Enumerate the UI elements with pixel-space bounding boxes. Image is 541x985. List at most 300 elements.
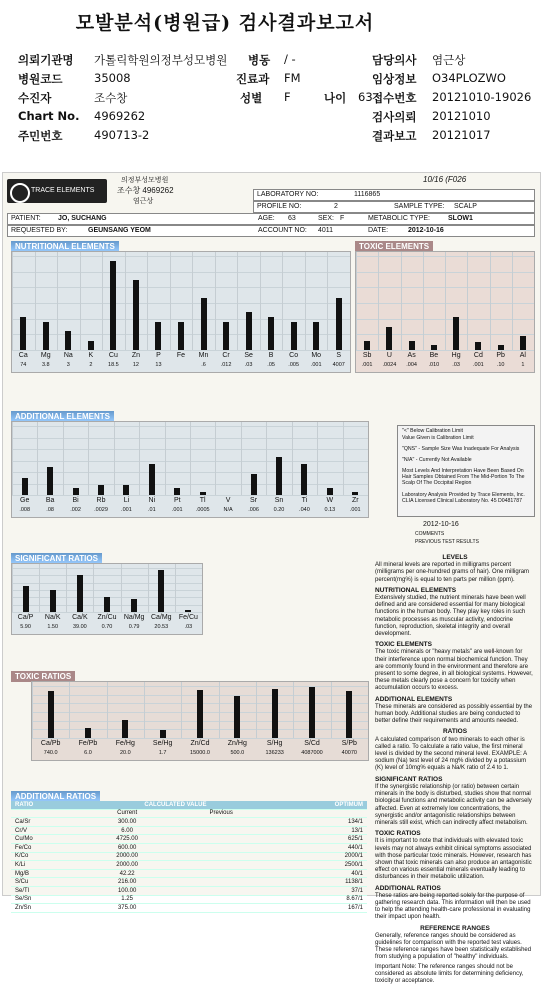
table-cell	[173, 852, 270, 861]
column-separator	[356, 252, 357, 350]
category-label: B	[268, 352, 274, 359]
category-label: Na/K	[44, 614, 61, 621]
value-label: 740.0	[43, 750, 58, 756]
bar-as	[409, 341, 415, 350]
category-label: Sb	[362, 352, 372, 359]
bar-na-k	[50, 590, 56, 612]
note-text: The toxic minerals or "heavy metals" are well-known for their interference upon normal biochemical function. They are commonly found in the environment and therefore are present to some degree, in all biological systems. However, these metals clearly pose a concern for toxicity when accumulation occurs to excess.	[375, 649, 533, 692]
table-row	[11, 843, 367, 852]
column-separator	[57, 252, 58, 350]
value-label: .10	[496, 362, 505, 368]
sub-current: Current	[81, 809, 173, 818]
grid-line	[32, 738, 368, 739]
note-text: All mineral levels are reported in milligrams percent (milligrams per one-hundred grams of hair). One milligram percent(mg%) is equal to ten parts per million (ppm).	[375, 562, 530, 583]
value-institution: 가톨릭학원의정부성모병원	[94, 53, 228, 67]
header-ratio: RATIO	[11, 801, 81, 809]
value-clinical-info: O34PLOZWO	[432, 71, 506, 85]
category-label: Zn	[131, 352, 140, 359]
sex-label: SEX:	[318, 215, 334, 222]
column-separator	[170, 252, 171, 350]
value-label: .001	[349, 507, 361, 513]
table-header-row	[11, 801, 367, 809]
bar-ca-p	[23, 586, 29, 612]
table-row	[11, 895, 367, 904]
note-heading: ADDITIONAL ELEMENTS	[375, 695, 453, 703]
category-label: Fe/Hg	[115, 740, 135, 747]
sample-label: SAMPLE TYPE:	[394, 203, 445, 210]
column-separator	[237, 252, 238, 350]
lab-logo-icon	[10, 183, 30, 203]
table-cell	[173, 843, 270, 852]
table-cell	[173, 861, 270, 870]
value-hospital-code: 35008	[94, 71, 131, 85]
category-label: Be	[429, 352, 439, 359]
grid-line	[12, 612, 202, 613]
patient-box	[7, 213, 535, 225]
label-report-date: 결과보고	[372, 129, 417, 143]
table-cell: 6.00	[81, 826, 173, 835]
value-label: 39.00	[72, 624, 87, 630]
bar-be	[431, 345, 437, 350]
lab-logo-text: TRACE ELEMENTS	[31, 187, 95, 194]
category-label: Bi	[72, 497, 79, 504]
note-heading: NUTRITIONAL ELEMENTS	[375, 586, 457, 594]
section-additional: ADDITIONAL ELEMENTS	[11, 411, 114, 422]
bar-ca-mg	[158, 570, 164, 612]
column-separator	[121, 564, 122, 612]
bar-ca-pb	[48, 691, 54, 738]
bar-cu	[110, 261, 116, 350]
category-label: U	[386, 352, 392, 359]
bar-ni	[149, 464, 155, 495]
legend-line: "N/A" - Currently Not Available	[402, 457, 472, 463]
doctor-stamp: 염근상	[133, 198, 154, 205]
grid-line	[12, 350, 350, 351]
report-date-stamp: 2012-10-16	[423, 521, 459, 528]
bar-ti	[301, 464, 307, 495]
column-separator	[401, 252, 402, 350]
category-label: S/Pb	[341, 740, 357, 747]
bar-bi	[73, 488, 79, 495]
column-separator	[327, 252, 328, 350]
table-cell: Se/Tl	[11, 886, 81, 895]
requested-value: GEUNSANG YEOM	[88, 227, 151, 234]
bar-se	[246, 312, 252, 350]
bar-sr	[251, 474, 257, 495]
bar-ca	[20, 317, 26, 350]
label-sex: 성별	[240, 91, 263, 105]
category-label: Mo	[311, 352, 322, 359]
additional-chart	[11, 421, 369, 518]
value-label: 20.0	[119, 750, 131, 756]
table-row	[11, 835, 367, 844]
value-age: 63	[358, 90, 373, 104]
column-separator	[293, 682, 294, 738]
lab-no-label: LABORATORY NO:	[257, 191, 319, 198]
requested-box	[7, 225, 535, 237]
metabolic-value: SLOW1	[448, 215, 473, 222]
note-text: Extensively studied, the nutrient minerals have been well defined and are considered essential for many biological functions in the human body. They play key roles in such metabolic processes as muscular activity, endocrine function, reproduction, skeletal integrity and overall development.	[375, 595, 526, 638]
grid-line	[12, 590, 202, 591]
value-label: 136233	[265, 750, 284, 756]
table-cell: 100.00	[81, 886, 173, 895]
column-separator	[445, 252, 446, 350]
bar-sb	[364, 341, 370, 350]
column-separator	[63, 422, 64, 495]
table-cell: 40/1	[269, 869, 367, 878]
category-label: K	[88, 352, 94, 359]
value-label: .012	[220, 362, 232, 368]
category-label: Fe	[176, 352, 186, 359]
bar-fe	[178, 322, 184, 350]
bar-zn	[133, 280, 139, 351]
category-label: Zn/Cd	[190, 740, 210, 747]
column-separator	[12, 564, 13, 612]
sample-value: SCALP	[454, 203, 477, 210]
category-label: Zr	[351, 497, 359, 504]
bar-tl	[200, 492, 206, 495]
category-label: Hg	[451, 352, 461, 359]
category-label: Ni	[148, 497, 156, 504]
category-label: As	[407, 352, 416, 359]
note-text: If the synergistic relationship (or ratio) between certain minerals in the body is disturbed, studies show that normal biological functions and metabolic activity can be adversely affected. Even at extremely low concentrations, the synergistic and/or antagonistic relationships between minerals still exist, which can indirectly affect metabolism.	[375, 783, 532, 826]
table-row	[11, 861, 367, 870]
bar-u	[386, 327, 392, 351]
account-label: ACCOUNT NO:	[258, 227, 307, 234]
bar-fe-hg	[122, 720, 128, 738]
column-separator	[331, 682, 332, 738]
category-label: P	[156, 352, 161, 359]
grid-line	[12, 568, 202, 569]
bar-se-hg	[160, 730, 166, 738]
table-subheader-row	[11, 809, 367, 818]
patient-stamp: 조수창 4969262	[117, 186, 174, 195]
category-label: Ca/K	[72, 614, 88, 621]
table-cell: 2000.00	[81, 861, 173, 870]
value-label: 40070	[341, 750, 357, 756]
bar-cd	[475, 342, 481, 350]
value-label: .001	[171, 507, 183, 513]
column-separator	[192, 252, 193, 350]
value-label: 74	[20, 362, 27, 368]
table-cell: Zn/Sn	[11, 904, 81, 913]
value-label: 500.0	[230, 750, 245, 756]
value-label: N/A	[223, 507, 233, 513]
value-label: .03	[184, 624, 193, 630]
toxic-ratios-chart	[31, 681, 369, 761]
category-label: Na/Mg	[123, 614, 145, 621]
hospital-stamp: 의정부성모병원	[121, 177, 169, 184]
category-label: Cd	[473, 352, 483, 359]
label-hospital-code: 병원코드	[18, 72, 63, 86]
label-department: 진료과	[236, 72, 270, 86]
account-value: 4011	[318, 227, 334, 234]
note-text: A calculated comparison of two minerals to each other is called a ratio. To calculate a ratio value, the first mineral level is divided by the second mineral level. EXAMPLE: A sodium (Na) test level of 24 mg% divided by a potassium (K) level of 10mg% equals a Na/K ratio of 2.4 to 1.	[375, 736, 527, 772]
bar-sn	[276, 457, 282, 495]
bar-mo	[313, 322, 319, 350]
column-separator	[343, 422, 344, 495]
sex-value: F	[340, 215, 345, 222]
bar-ca-k	[77, 575, 83, 612]
column-separator	[12, 252, 13, 350]
value-label: .001	[310, 362, 322, 368]
category-label: Zn/Hg	[227, 740, 247, 747]
column-separator	[317, 422, 318, 495]
lab-no-box	[253, 189, 535, 201]
grid-line	[12, 272, 350, 273]
label-receipt-no: 접수번호	[372, 91, 417, 105]
value-label: 15000.0	[190, 750, 210, 756]
date-label: DATE:	[368, 227, 389, 234]
column-separator	[12, 422, 13, 495]
category-label: W	[326, 497, 334, 504]
table-row	[11, 826, 367, 835]
table-cell: 1138/1	[269, 878, 367, 887]
label-clinical-info: 임상정보	[372, 72, 417, 86]
table-cell: Fe/Co	[11, 843, 81, 852]
category-label: Cr	[222, 352, 230, 359]
value-label: 6.0	[84, 750, 92, 756]
report-header	[18, 52, 538, 147]
age-label: AGE:	[258, 215, 275, 222]
bar-zr	[352, 492, 358, 495]
grid-line	[32, 686, 368, 687]
table-row	[11, 818, 367, 827]
bar-s	[336, 298, 342, 350]
header-calculated: CALCULATED VALUE	[81, 801, 269, 809]
comments-label: COMMENTS	[415, 531, 445, 537]
grid-line	[12, 319, 350, 320]
value-label: .006	[248, 507, 259, 513]
category-label: Na	[63, 352, 73, 359]
category-label: Mn	[198, 352, 209, 359]
table-cell: 134/1	[269, 818, 367, 827]
grid-line	[12, 303, 350, 304]
date-value: 2012-10-16	[408, 227, 444, 234]
category-label: Se	[244, 352, 253, 359]
category-label: Pt	[173, 497, 181, 504]
bar-mn	[201, 298, 207, 350]
section-additional-ratios: ADDITIONAL RATIOS	[11, 791, 100, 802]
value-label: .05	[267, 362, 275, 368]
note-heading: REFERENCE RANGES	[420, 924, 490, 932]
grid-line	[12, 583, 202, 584]
column-separator	[215, 252, 216, 350]
column-separator	[282, 252, 283, 350]
label-resident-no: 주민번호	[18, 129, 63, 143]
column-separator	[305, 252, 306, 350]
category-label: Ca/Pb	[40, 740, 61, 747]
value-label: .08	[46, 507, 54, 513]
table-cell	[173, 869, 270, 878]
value-label: 3.8	[41, 362, 50, 368]
note-text: It is important to note that individuals with elevated toxic levels may not always exhibit clinical symptoms associated with those particular toxic minerals. However, research has shown that toxic minerals can also produce an antagonistic effect on various essential minerals eventually leading to disturbances in their metabolic utilization.	[375, 838, 532, 881]
additional-ratios-table	[11, 801, 367, 913]
category-label: S/Cd	[304, 740, 320, 747]
value-label: 13	[155, 362, 162, 368]
table-cell	[173, 886, 270, 895]
legend-line: Value Given is Calibration Limit	[402, 435, 474, 441]
value-label: 0.20	[273, 507, 285, 513]
value-label: .001	[121, 507, 132, 513]
significant-ratios-chart	[11, 563, 203, 635]
table-cell: 4725.00	[81, 835, 173, 844]
value-label: 20.53	[154, 624, 169, 630]
table-cell: 37/1	[269, 886, 367, 895]
value-label: .6	[201, 362, 206, 368]
bar-p	[155, 322, 161, 350]
bar-na	[65, 331, 71, 350]
table-cell: 42.22	[81, 869, 173, 878]
column-separator	[241, 422, 242, 495]
table-cell: 2000/1	[269, 852, 367, 861]
bar-na-mg	[131, 599, 137, 612]
age-value: 63	[288, 215, 296, 222]
category-label: Ca	[18, 352, 28, 359]
legend-line: "<" Below Calibration Limit	[402, 428, 463, 434]
column-separator	[80, 252, 81, 350]
column-separator	[175, 564, 176, 612]
note-heading: TOXIC ELEMENTS	[375, 641, 432, 649]
column-separator	[69, 682, 70, 738]
column-separator	[66, 564, 67, 612]
metabolic-label: METABOLIC TYPE:	[368, 215, 430, 222]
lab-no-value: 1116865	[354, 191, 381, 198]
value-report-date: 20121017	[432, 128, 491, 142]
category-label: S/Hg	[266, 740, 283, 747]
bar-co	[291, 322, 297, 350]
scanned-report	[2, 172, 541, 984]
column-separator	[260, 252, 261, 350]
category-label: Ca/P	[17, 614, 34, 621]
column-separator	[144, 682, 145, 738]
note-heading: ADDITIONAL RATIOS	[375, 884, 441, 892]
value-label: 5.90	[20, 624, 31, 630]
lab-logo	[7, 179, 107, 203]
legend-box	[397, 425, 535, 517]
category-label: V	[225, 497, 231, 504]
bar-zn-cd	[197, 690, 203, 738]
column-separator	[88, 422, 89, 495]
value-label: 2	[89, 362, 93, 368]
value-label: .0005	[195, 507, 210, 513]
table-cell: 1.25	[81, 895, 173, 904]
value-label: .03	[452, 362, 460, 368]
grid-line	[356, 350, 534, 351]
bar-mg	[43, 322, 49, 350]
column-separator	[107, 682, 108, 738]
requested-label: REQUESTED BY:	[11, 227, 68, 234]
value-sex: F	[284, 90, 291, 104]
column-separator	[139, 422, 140, 495]
category-label: Li	[123, 497, 130, 504]
note-heading: RATIOS	[442, 728, 468, 736]
table-cell: Ca/Sr	[11, 818, 81, 827]
value-request-date: 20121010	[432, 109, 491, 123]
value-label: .0029	[94, 507, 108, 513]
patient-value: JO, SUCHANG	[58, 215, 107, 222]
value-label: 0.70	[101, 624, 113, 630]
table-cell	[173, 835, 270, 844]
value-label: .010	[428, 362, 440, 368]
bar-ge	[22, 478, 28, 495]
table-cell: 300.00	[81, 818, 173, 827]
category-label: Rb	[96, 497, 106, 504]
category-label: Ge	[20, 497, 30, 504]
value-label: 12	[132, 362, 139, 368]
section-significant-ratios: SIGNIFICANT RATIOS	[11, 553, 102, 564]
category-label: Se/Hg	[152, 740, 173, 747]
column-separator	[190, 422, 191, 495]
value-receipt-no: 20121010-19026	[432, 90, 532, 104]
bar-fe-cu	[185, 610, 191, 612]
table-cell: 440/1	[269, 843, 367, 852]
column-separator	[39, 564, 40, 612]
column-separator	[181, 682, 182, 738]
bar-fe-pb	[85, 728, 91, 738]
table-cell: 13/1	[269, 826, 367, 835]
bar-k	[88, 341, 94, 350]
value-label: .001	[473, 362, 484, 368]
value-patient: 조수창	[94, 91, 128, 105]
table-cell	[173, 895, 270, 904]
value-label: .040	[299, 507, 310, 513]
value-label: .005	[288, 362, 300, 368]
bar-zn-cu	[104, 597, 110, 612]
column-separator	[490, 252, 491, 350]
page-title: 모발분석(병원급) 검사결과보고서	[75, 12, 375, 34]
column-separator	[423, 252, 424, 350]
profile-box	[253, 201, 535, 213]
column-separator	[219, 682, 220, 738]
note-text: These ratios are being reported solely for the purpose of gathering research data. This information will then be used to help the attending health-care professional in evaluating their impact upon health.	[375, 892, 531, 921]
bar-ba	[47, 467, 53, 495]
value-label: 3	[66, 362, 70, 368]
column-separator	[292, 422, 293, 495]
value-resident-no: 490713-2	[94, 128, 150, 142]
table-cell	[173, 904, 270, 913]
label-patient: 수진자	[18, 91, 52, 105]
bar-s-cd	[309, 687, 315, 738]
grid-line	[12, 287, 350, 288]
column-separator	[467, 252, 468, 350]
category-label: Tl	[199, 497, 206, 504]
table-row	[11, 878, 367, 887]
note-text: Important Note: The reference ranges should not be considered as absolute limits for determining deficiency, toxicity or acceptance.	[375, 963, 524, 984]
column-separator	[512, 252, 513, 350]
value-label: 1.7	[158, 750, 167, 756]
table-cell: Mg/B	[11, 869, 81, 878]
bar-cr	[223, 322, 229, 350]
table-cell: K/Co	[11, 852, 81, 861]
table-cell: 8.67/1	[269, 895, 367, 904]
value-label: 4007	[332, 362, 345, 368]
table-cell	[173, 818, 270, 827]
patient-label: PATIENT:	[11, 215, 41, 222]
column-separator	[32, 682, 33, 738]
bar-s-pb	[346, 691, 352, 738]
grid-line	[12, 256, 350, 257]
category-label: Ti	[301, 497, 308, 504]
section-nutritional: NUTRITIONAL ELEMENTS	[11, 241, 119, 252]
legend-line: "QNS" - Sample Size Was Inadequate For Analysis	[402, 446, 520, 452]
value-label: 0.13	[324, 507, 336, 513]
value-label: 18.5	[108, 362, 119, 368]
value-department: FM	[284, 71, 301, 85]
sub-previous: Previous	[173, 809, 270, 818]
category-label: Sn	[274, 497, 284, 504]
value-label: .0024	[382, 362, 397, 368]
